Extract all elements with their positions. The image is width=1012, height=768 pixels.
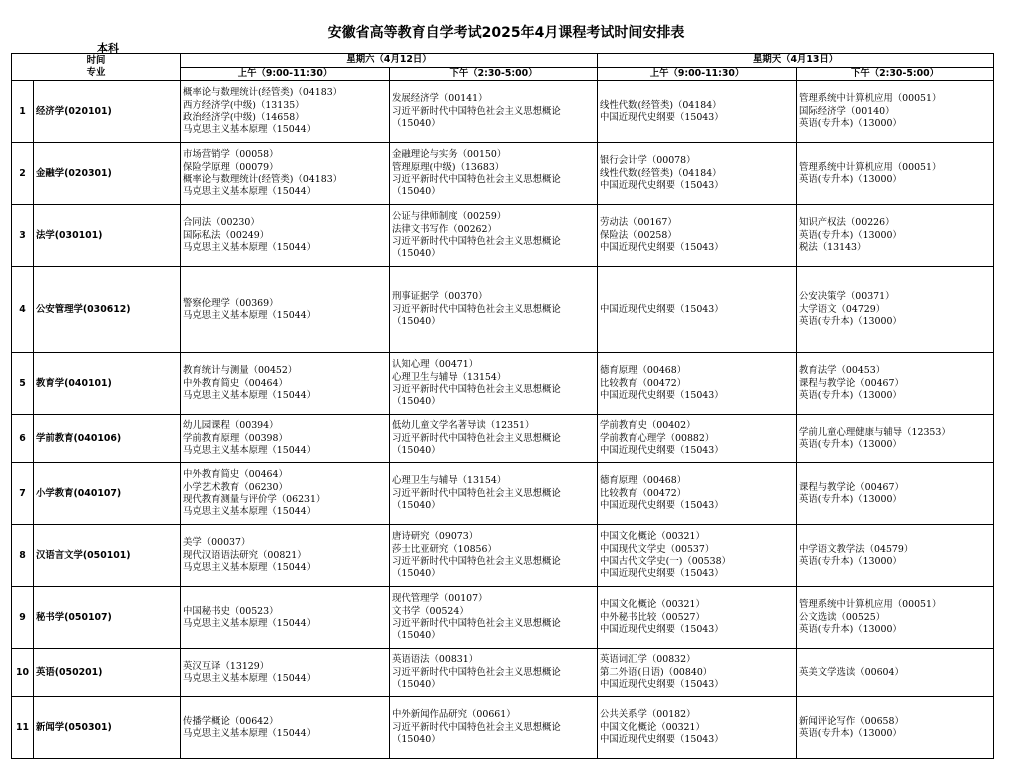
course-line: 小学艺术教育（06230）: [183, 481, 288, 493]
course-line: 公共关系学（00182）: [600, 709, 696, 721]
major-name: 金融学(020301): [34, 143, 181, 205]
row-number: 5: [12, 353, 34, 415]
course-line: 习近平新时代中国特色社会主义思想概论: [392, 235, 561, 247]
course-line: 心理卫生与辅导（13154）: [392, 475, 507, 487]
major-name: 汉语言文学(050101): [34, 525, 181, 587]
course-line: 英美文学选读（00604）: [799, 666, 904, 678]
course-line: 低幼儿童文学名著导读（12351）: [392, 420, 535, 432]
course-line: 习近平新时代中国特色社会主义思想概论: [392, 617, 561, 629]
course-cell-sat-pm: [390, 143, 598, 205]
row-number: 2: [12, 143, 34, 205]
course-line: 唐诗研究（09073）: [392, 531, 479, 543]
course-line: 学前教育原理（00398）: [183, 432, 288, 444]
major-name: 法学(030101): [34, 205, 181, 267]
course-cell-sat-pm: [390, 353, 598, 415]
course-line: 现代管理学（00107）: [392, 593, 488, 605]
row-number: 11: [12, 697, 34, 759]
corner-label-level: 本科: [97, 42, 119, 55]
course-cell-sun-am: [598, 353, 797, 415]
course-line: 警察伦理学（00369）: [183, 297, 279, 309]
course-line: 马克思主义基本原理（15044）: [183, 672, 316, 684]
course-line: 马克思主义基本原理（15044）: [183, 727, 316, 739]
course-cell-sat-am: [181, 649, 390, 697]
course-line: 习近平新时代中国特色社会主义思想概论: [392, 303, 561, 315]
course-line: 中国古代文学史(一)（00538）: [600, 555, 731, 567]
course-cell-sat-am: [181, 525, 390, 587]
table-row: [12, 81, 994, 143]
session-header-sat-pm: 下午（2:30-5:00）: [390, 68, 598, 81]
course-line: 中国近现代史纲要（15043）: [600, 303, 724, 315]
course-line: 习近平新时代中国特色社会主义思想概论: [392, 555, 561, 567]
course-line: 劳动法（00167）: [600, 217, 677, 229]
course-cell-sun-pm: [797, 267, 994, 353]
course-cell-sun-pm: [797, 415, 994, 463]
course-cell-sat-pm: [390, 463, 598, 525]
course-cell-sun-pm: [797, 525, 994, 587]
course-cell-sat-pm: [390, 649, 598, 697]
course-line: 习近平新时代中国特色社会主义思想概论: [392, 487, 561, 499]
course-line: 国际经济学（00140）: [799, 105, 895, 117]
course-line: 中学语文教学法（04579）: [799, 543, 914, 555]
course-line: 大学语文（04729）: [799, 303, 886, 315]
course-cell-sun-pm: [797, 463, 994, 525]
table-row: [12, 415, 994, 463]
table-row: [12, 697, 994, 759]
course-line: 公证与律师制度（00259）: [392, 211, 507, 223]
course-cell-sun-am: [598, 697, 797, 759]
table-row: [12, 205, 994, 267]
course-line: 概率论与数理统计(经管类)（04183）: [183, 87, 343, 99]
course-cell-sat-am: [181, 267, 390, 353]
course-line: 中外新闻作品研究（00661）: [392, 709, 516, 721]
course-cell-sun-pm: [797, 143, 994, 205]
course-cell-sun-pm: [797, 587, 994, 649]
course-line: 马克思主义基本原理（15044）: [183, 562, 316, 574]
course-line: 中国近现代史纲要（15043）: [600, 445, 724, 457]
course-line: （15040）: [392, 118, 441, 130]
day-header-sunday: 星期天（4月13日）: [598, 54, 994, 68]
exam-schedule-table: [11, 53, 994, 759]
corner-cell: [12, 54, 181, 81]
course-line: 法律文书写作（00262）: [392, 223, 497, 235]
course-line: 习近平新时代中国特色社会主义思想概论: [392, 432, 561, 444]
table-row: [12, 267, 994, 353]
course-line: 英语(专升本)（13000）: [799, 118, 902, 130]
course-line: 英语(专升本)（13000）: [799, 390, 902, 402]
course-line: 马克思主义基本原理（15044）: [183, 242, 316, 254]
course-cell-sat-pm: [390, 205, 598, 267]
course-line: 习近平新时代中国特色社会主义思想概论: [392, 105, 561, 117]
row-number: 6: [12, 415, 34, 463]
course-line: 英语语法（00831）: [392, 654, 479, 666]
course-line: 心理卫生与辅导（13154）: [392, 371, 507, 383]
course-line: 习近平新时代中国特色社会主义思想概论: [392, 383, 561, 395]
course-cell-sun-am: [598, 267, 797, 353]
course-cell-sun-pm: [797, 697, 994, 759]
course-cell-sat-pm: [390, 587, 598, 649]
course-line: 市场营销学（00058）: [183, 149, 279, 161]
course-line: 中国近现代史纲要（15043）: [600, 679, 724, 691]
course-line: 马克思主义基本原理（15044）: [183, 506, 316, 518]
course-line: 马克思主义基本原理（15044）: [183, 186, 316, 198]
course-line: 习近平新时代中国特色社会主义思想概论: [392, 173, 561, 185]
course-line: （15040）: [392, 396, 441, 408]
course-line: 线性代数(经管类)（04184）: [600, 99, 722, 111]
course-line: 学前教育心理学（00882）: [600, 432, 715, 444]
course-line: 中国近现代史纲要（15043）: [600, 242, 724, 254]
course-line: 莎士比亚研究（10856）: [392, 543, 497, 555]
course-line: 中国近现代史纲要（15043）: [600, 390, 724, 402]
course-line: 银行会计学（00078）: [600, 155, 696, 167]
course-cell-sat-pm: [390, 81, 598, 143]
corner-label-major: 专业: [86, 67, 106, 79]
course-line: （15040）: [392, 734, 441, 746]
course-line: 管理系统中计算机应用（00051）: [799, 599, 942, 611]
course-line: 文书学（00524）: [392, 605, 469, 617]
course-line: 中国近现代史纲要（15043）: [600, 180, 724, 192]
course-line: 中外教育简史（00464）: [183, 377, 288, 389]
course-line: 英语词汇学（00832）: [600, 654, 696, 666]
course-line: 英语(专升本)（13000）: [799, 173, 902, 185]
course-line: 中国现代文学史（00537）: [600, 543, 715, 555]
course-line: （15040）: [392, 186, 441, 198]
course-line: （15040）: [392, 679, 441, 691]
course-line: 德育原理（00468）: [600, 365, 687, 377]
course-line: 新闻评论写作（00658）: [799, 715, 904, 727]
course-line: 比较教育（00472）: [600, 377, 687, 389]
course-line: 马克思主义基本原理（15044）: [183, 445, 316, 457]
course-line: 保险学原理（00079）: [183, 161, 279, 173]
row-number: 8: [12, 525, 34, 587]
course-line: （15040）: [392, 248, 441, 260]
course-line: 课程与教学论（00467）: [799, 481, 904, 493]
course-line: 英汉互译（13129）: [183, 660, 270, 672]
course-cell-sun-am: [598, 205, 797, 267]
course-cell-sat-am: [181, 205, 390, 267]
course-line: 税法（13143）: [799, 242, 867, 254]
header-row-days: [12, 54, 994, 68]
course-cell-sun-pm: [797, 205, 994, 267]
course-line: 保险法（00258）: [600, 229, 677, 241]
course-cell-sun-am: [598, 525, 797, 587]
page-title: 安徽省高等教育自学考试2025年4月课程考试时间安排表: [327, 25, 685, 41]
course-line: 中外秘书比较（00527）: [600, 611, 705, 623]
course-line: 中国秘书史（00523）: [183, 605, 279, 617]
course-line: 英语(专升本)（13000）: [799, 493, 902, 505]
course-line: 合同法（00230）: [183, 217, 260, 229]
course-line: 马克思主义基本原理（15044）: [183, 390, 316, 402]
corner-label-time: 时间: [86, 54, 106, 66]
course-line: 美学（00037）: [183, 537, 251, 549]
course-cell-sat-am: [181, 415, 390, 463]
course-line: 中国近现代史纲要（15043）: [600, 624, 724, 636]
day-header-saturday: 星期六（4月12日）: [181, 54, 598, 68]
row-number: 3: [12, 205, 34, 267]
table-row: [12, 525, 994, 587]
course-line: 公文选读（00525）: [799, 611, 886, 623]
row-number: 4: [12, 267, 34, 353]
course-cell-sat-am: [181, 81, 390, 143]
course-line: 马克思主义基本原理（15044）: [183, 309, 316, 321]
course-line: 刑事证据学（00370）: [392, 291, 488, 303]
course-cell-sat-am: [181, 587, 390, 649]
course-line: （15040）: [392, 445, 441, 457]
course-line: 英语(专升本)（13000）: [799, 438, 902, 450]
table-row: [12, 143, 994, 205]
course-line: 中国近现代史纲要（15043）: [600, 111, 724, 123]
course-cell-sat-am: [181, 143, 390, 205]
course-cell-sun-am: [598, 143, 797, 205]
course-cell-sat-pm: [390, 525, 598, 587]
course-line: 比较教育（00472）: [600, 487, 687, 499]
course-line: 认知心理（00471）: [392, 359, 479, 371]
course-line: 现代教育测量与评价学（06231）: [183, 493, 326, 505]
table-row: [12, 353, 994, 415]
major-name: 秘书学(050107): [34, 587, 181, 649]
table-row: [12, 587, 994, 649]
course-line: 英语(专升本)（13000）: [799, 229, 902, 241]
course-cell-sun-pm: [797, 353, 994, 415]
course-line: 英语(专升本)（13000）: [799, 555, 902, 567]
course-line: 国际私法（00249）: [183, 229, 270, 241]
course-line: 西方经济学(中级)（13135）: [183, 99, 305, 111]
major-name: 小学教育(040107): [34, 463, 181, 525]
course-line: （15040）: [392, 568, 441, 580]
course-line: 习近平新时代中国特色社会主义思想概论: [392, 721, 561, 733]
course-line: 概率论与数理统计(经管类)（04183）: [183, 173, 343, 185]
course-line: 管理系统中计算机应用（00051）: [799, 161, 942, 173]
major-name: 新闻学(050301): [34, 697, 181, 759]
course-line: 中国文化概论（00321）: [600, 531, 705, 543]
course-line: 线性代数(经管类)（04184）: [600, 167, 722, 179]
course-line: 中外教育简史（00464）: [183, 469, 288, 481]
course-line: 英语(专升本)（13000）: [799, 727, 902, 739]
course-line: 中国近现代史纲要（15043）: [600, 500, 724, 512]
course-line: 公安决策学（00371）: [799, 291, 895, 303]
course-line: 幼儿园课程（00394）: [183, 420, 279, 432]
session-header-sun-am: 上午（9:00-11:30）: [598, 68, 797, 81]
table-row: [12, 463, 994, 525]
course-line: 马克思主义基本原理（15044）: [183, 617, 316, 629]
course-cell-sat-pm: [390, 415, 598, 463]
course-line: 德育原理（00468）: [600, 475, 687, 487]
major-name: 教育学(040101): [34, 353, 181, 415]
course-cell-sat-am: [181, 463, 390, 525]
course-line: 知识产权法（00226）: [799, 217, 895, 229]
session-header-sun-pm: 下午（2:30-5:00）: [797, 68, 994, 81]
table-row: [12, 649, 994, 697]
course-line: 发展经济学（00141）: [392, 93, 488, 105]
course-line: 教育统计与测量（00452）: [183, 365, 298, 377]
course-cell-sun-am: [598, 81, 797, 143]
course-line: 课程与教学论（00467）: [799, 377, 904, 389]
course-line: 英语(专升本)（13000）: [799, 316, 902, 328]
course-line: 中国近现代史纲要（15043）: [600, 568, 724, 580]
major-name: 经济学(020101): [34, 81, 181, 143]
course-line: 学前教育史（00402）: [600, 420, 696, 432]
row-number: 1: [12, 81, 34, 143]
course-line: 金融理论与实务（00150）: [392, 149, 507, 161]
course-line: 传播学概论（00642）: [183, 715, 279, 727]
row-number: 10: [12, 649, 34, 697]
session-header-sat-am: 上午（9:00-11:30）: [181, 68, 390, 81]
course-cell-sun-am: [598, 415, 797, 463]
course-line: 第二外语(日语)（00840）: [600, 666, 713, 678]
course-line: 管理系统中计算机应用（00051）: [799, 93, 942, 105]
course-line: 政治经济学(中级)（14658）: [183, 111, 305, 123]
course-line: （15040）: [392, 316, 441, 328]
course-cell-sun-am: [598, 463, 797, 525]
course-cell-sat-am: [181, 353, 390, 415]
course-line: 中国近现代史纲要（15043）: [600, 734, 724, 746]
course-cell-sun-am: [598, 649, 797, 697]
course-line: （15040）: [392, 500, 441, 512]
course-line: 学前儿童心理健康与辅导（12353）: [799, 426, 951, 438]
course-line: 现代汉语语法研究（00821）: [183, 549, 307, 561]
course-cell-sun-pm: [797, 649, 994, 697]
row-number: 9: [12, 587, 34, 649]
course-line: 英语(专升本)（13000）: [799, 624, 902, 636]
course-cell-sat-pm: [390, 697, 598, 759]
course-line: 中国文化概论（00321）: [600, 599, 705, 611]
course-line: 习近平新时代中国特色社会主义思想概论: [392, 666, 561, 678]
row-number: 7: [12, 463, 34, 525]
major-name: 公安管理学(030612): [34, 267, 181, 353]
course-line: 管理原理(中级)（13683）: [392, 161, 505, 173]
course-cell-sat-am: [181, 697, 390, 759]
major-name: 英语(050201): [34, 649, 181, 697]
course-cell-sat-pm: [390, 267, 598, 353]
course-line: 马克思主义基本原理（15044）: [183, 124, 316, 136]
course-line: 中国文化概论（00321）: [600, 721, 705, 733]
course-cell-sun-am: [598, 587, 797, 649]
major-name: 学前教育(040106): [34, 415, 181, 463]
course-cell-sun-pm: [797, 81, 994, 143]
course-line: 教育法学（00453）: [799, 365, 886, 377]
course-line: （15040）: [392, 630, 441, 642]
